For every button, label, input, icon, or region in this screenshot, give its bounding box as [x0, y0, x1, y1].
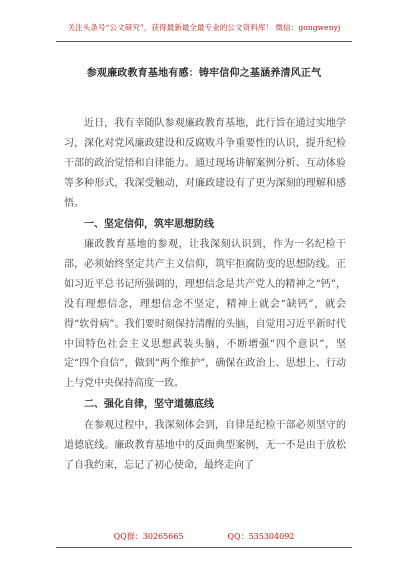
footer-qq-group: QQ群：30265665: [113, 532, 184, 541]
section-paragraph-2: 在参观过程中，我深刻体会到，自律是纪检干部必须坚守的道德底线。廉政教育基地中的反面典型案例，无一不是由于放松了自我约束，忘记了初心使命，最终走向了: [64, 419, 346, 471]
document-body: [64, 114, 346, 476]
section-heading-1: 一、坚定信仰，筑牢思想防线: [84, 218, 214, 230]
header-divider: [56, 41, 352, 42]
header-promo-note: 关注头条号“公文研究”，获得最新最全最专业的公文资料库！ 微信：gongwenyj: [67, 23, 341, 32]
document-title: 参观廉政教育基地有感：铸牢信仰之基涵养清风正气: [86, 68, 322, 79]
section-heading-2: 二、强化自律，坚守道德底线: [84, 399, 214, 411]
section-paragraph-1: 廉政教育基地的参观，让我深刻认识到，作为一名纪检干部，必须始终坚定共产主义信仰，筑牢拒腐防变的思想防线。正如习近平总书记所强调的，理想信念是共产党人的精神之“钙”，没有理想信念，理想信念不坚定，精神上就会“缺钙”，就会得“软骨病”。我们要时刻保持清醒的头脑，自觉用习近平新时代中国特色社会主义思想武装头脑，不断增强“四个意识”，坚定“四个自信”，做到“两个维护”，确保在政治上、思想上、行动上与党中央保持高度一致。: [64, 239, 346, 390]
intro-paragraph: 近日，我有幸随队参观廉政教育基地，此行旨在通过实地学习，深化对党风廉政建设和反腐败斗争重要性的认识，提升纪检干部的政治觉悟和自律能力。通过现场讲解案例分析、互动体验等多种形式，我深受触动，对廉政建设有了更为深刻的理解和感悟。: [64, 118, 346, 209]
footer-qq-number: QQ：535304092: [227, 532, 295, 541]
footer-contact: [0, 531, 408, 542]
footer-divider: [56, 547, 352, 548]
